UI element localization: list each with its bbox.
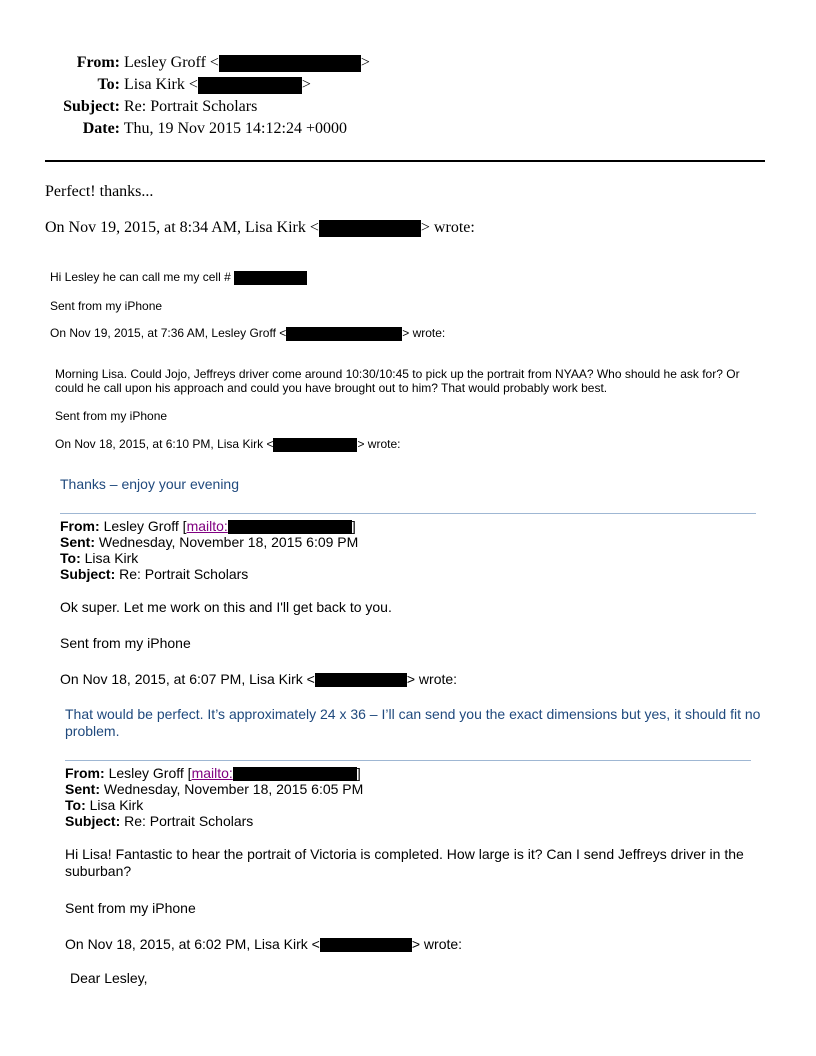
redaction bbox=[198, 77, 302, 94]
reply2-body-text: Hi Lesley he can call me my cell # bbox=[50, 270, 231, 284]
redaction bbox=[234, 271, 307, 285]
quote-suffix: > wrote: bbox=[420, 219, 475, 236]
reply3-body-line2: could he call upon his approach and could you have brought out to him? That would probably work best. bbox=[55, 381, 608, 395]
reply6-divider bbox=[65, 760, 751, 761]
email5-signature: Sent from my iPhone bbox=[60, 635, 191, 651]
reply1-quote-line bbox=[45, 219, 475, 237]
date-value: Thu, 19 Nov 2015 14:12:24 +0000 bbox=[123, 120, 347, 137]
from-value: Lesley Groff [ bbox=[108, 765, 192, 781]
email5-sent-row bbox=[60, 534, 358, 550]
subject-value: Re: Portrait Scholars bbox=[124, 813, 254, 830]
redaction bbox=[219, 55, 361, 72]
email5-header bbox=[60, 518, 358, 582]
date-label: Date: bbox=[82, 120, 120, 137]
subject-value: Re: Portrait Scholars bbox=[119, 566, 249, 583]
from-end: > bbox=[360, 54, 370, 71]
email7-from-row bbox=[65, 765, 363, 781]
reply2-quote-line bbox=[50, 326, 445, 341]
sent-value: Wednesday, November 18, 2015 6:05 PM bbox=[103, 781, 364, 798]
quote-suffix: > wrote: bbox=[406, 671, 458, 687]
email-header bbox=[0, 52, 370, 140]
quote-prefix: On Nov 18, 2015, at 6:10 PM, Lisa Kirk < bbox=[55, 437, 274, 451]
email7-quote-line bbox=[65, 936, 462, 952]
quote-prefix: On Nov 19, 2015, at 8:34 AM, Lisa Kirk < bbox=[45, 219, 319, 236]
to-value: Lisa Kirk bbox=[84, 550, 139, 567]
reply2-signature: Sent from my iPhone bbox=[50, 299, 163, 313]
sent-value: Wednesday, November 18, 2015 6:09 PM bbox=[98, 534, 359, 551]
header-subject-row bbox=[0, 96, 370, 118]
quote-suffix: > wrote: bbox=[402, 326, 446, 340]
redaction bbox=[319, 220, 421, 237]
email5-quote-line bbox=[60, 671, 457, 687]
reply6-body-line1: That would be perfect. It’s approximately 24 x 36 – I’ll can send you the exact dimensions but yes, it should fit no bbox=[65, 706, 761, 722]
from-value: Lesley Groff < bbox=[124, 54, 219, 71]
subject-label: Subject: bbox=[65, 813, 121, 830]
email5-to-row bbox=[60, 550, 358, 566]
sent-label: Sent: bbox=[65, 781, 100, 798]
redaction bbox=[233, 767, 357, 781]
email7-subject-row bbox=[65, 813, 363, 829]
reply3-body-line1: Morning Lisa. Could Jojo, Jeffreys driver come around 10:30/10:45 to pick up the portrait from NYAA? Who should he ask for? Or bbox=[55, 367, 740, 381]
mailto-link[interactable]: mailto: bbox=[191, 765, 233, 781]
redaction bbox=[315, 673, 407, 687]
email7-sent-row bbox=[65, 781, 363, 797]
header-to-row bbox=[0, 74, 370, 96]
subject-label: Subject: bbox=[63, 98, 120, 115]
sent-label: Sent: bbox=[60, 534, 95, 551]
email5-from-row bbox=[60, 518, 358, 534]
email7-signature: Sent from my iPhone bbox=[65, 900, 196, 916]
from-label: From: bbox=[65, 765, 105, 781]
to-label: To: bbox=[65, 797, 86, 814]
to-label: To: bbox=[97, 76, 120, 93]
reply4-divider bbox=[60, 513, 756, 514]
to-value: Lisa Kirk bbox=[89, 797, 144, 814]
quote-suffix: > wrote: bbox=[411, 936, 463, 952]
mailto-link[interactable]: mailto: bbox=[186, 518, 228, 534]
reply3-quote-line bbox=[55, 437, 400, 452]
email5-subject-row bbox=[60, 566, 358, 582]
redaction bbox=[286, 327, 402, 341]
quote-suffix: > wrote: bbox=[357, 437, 401, 451]
redaction bbox=[228, 520, 352, 534]
from-value: Lesley Groff [ bbox=[103, 518, 187, 534]
quote-prefix: On Nov 19, 2015, at 7:36 AM, Lesley Groff < bbox=[50, 326, 287, 340]
reply3-signature: Sent from my iPhone bbox=[55, 409, 168, 423]
subject-label: Subject: bbox=[60, 566, 116, 583]
email5-body: Ok super. Let me work on this and I'll get back to you. bbox=[60, 599, 392, 615]
from-label: From: bbox=[60, 518, 100, 534]
reply2-body bbox=[50, 270, 307, 285]
quote-prefix: On Nov 18, 2015, at 6:02 PM, Lisa Kirk < bbox=[65, 936, 320, 952]
from-label: From: bbox=[76, 54, 120, 71]
from-end: ] bbox=[356, 765, 361, 781]
subject-value: Re: Portrait Scholars bbox=[124, 98, 258, 115]
quote-prefix: On Nov 18, 2015, at 6:07 PM, Lisa Kirk < bbox=[60, 671, 315, 687]
reply1-body: Perfect! thanks... bbox=[45, 183, 154, 200]
email7-header bbox=[65, 765, 363, 829]
email7-body-line1: Hi Lisa! Fantastic to hear the portrait of Victoria is completed. How large is it? Can I send Jeffreys driver in the bbox=[65, 846, 744, 862]
redaction bbox=[273, 438, 357, 452]
to-label: To: bbox=[60, 550, 81, 567]
email7-to-row bbox=[65, 797, 363, 813]
to-value: Lisa Kirk < bbox=[124, 76, 198, 93]
from-end: ] bbox=[351, 518, 356, 534]
to-end: > bbox=[301, 76, 311, 93]
email7-greeting: Dear Lesley, bbox=[70, 970, 148, 986]
redaction bbox=[320, 938, 412, 952]
header-date-row bbox=[0, 118, 370, 140]
email7-body-line2: suburban? bbox=[65, 863, 132, 879]
reply6-body-line2: problem. bbox=[65, 723, 120, 739]
header-from-row bbox=[0, 52, 370, 74]
header-divider bbox=[45, 160, 765, 162]
reply4-body: Thanks – enjoy your evening bbox=[60, 476, 239, 492]
